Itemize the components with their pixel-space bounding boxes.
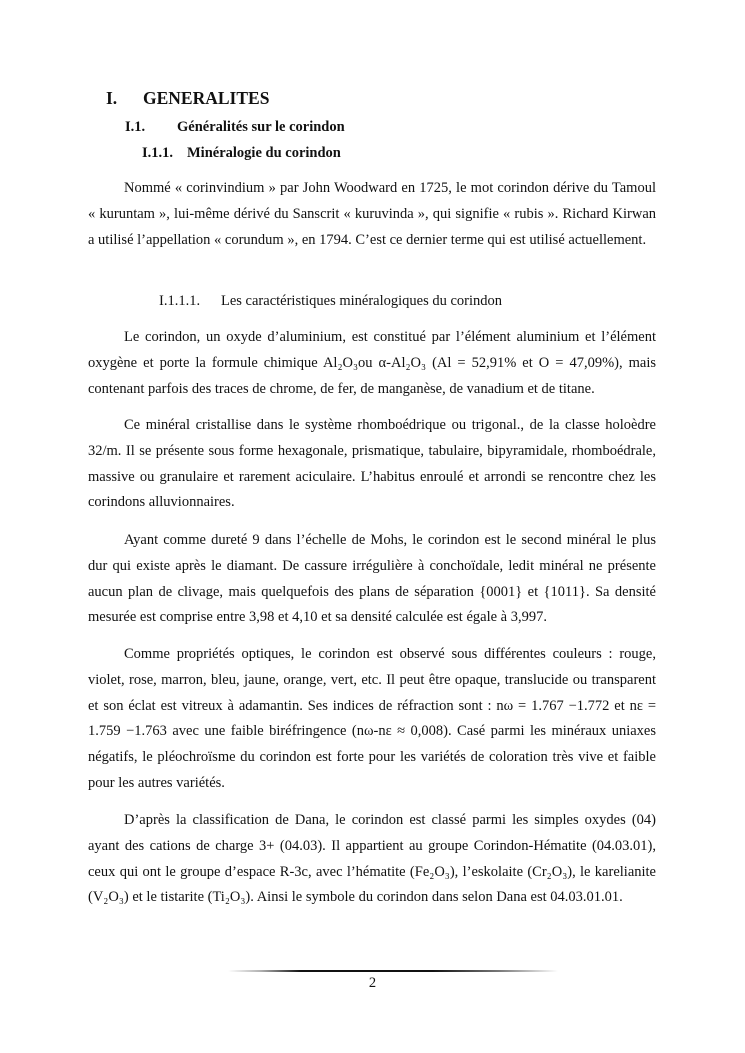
footer-rule — [228, 970, 558, 972]
paragraph-crystallography: Ce minéral cristallise dans le système rhomboédrique ou trigonal., de la classe holoèdre 32/m. Il se présente sous forme hexagonale, prismatique, tabulaire, bipyramidale, rhomboédrale, massive ou granulaire et rarement aciculaire. L’habitus enroulé et arrondi se rencontre chez les corindons alluvionnaires. — [88, 417, 656, 511]
paragraph-composition: Le corindon, un oxyde d’aluminium, est constitué par l’élément aluminium et l’élément oxygène et porte la formule chimique Al₂O₃ou α-Al₂O₃ (Al = 52,91% et O = 47,09%), mais contenant parfois des traces de chrome, de fer, de manganèse, de vanadium et de titane. — [88, 329, 656, 397]
heading-level-1 — [106, 88, 269, 109]
heading-4-title: Les caractéristiques minéralogiques du corindon — [221, 293, 503, 309]
heading-3-number: I.1.1. — [142, 145, 174, 161]
page-number: 2 — [368, 975, 377, 991]
heading-level-2 — [125, 119, 345, 136]
heading-3-title: Minéralogie du corindon — [187, 145, 341, 161]
paragraph-dana-classification: D’après la classification de Dana, le corindon est classé parmi les simples oxydes (04) ayant des cations de charge 3+ (04.03). Il appartient au groupe Corindon-Hématite (04.03.01), ceux qui ont le groupe d’espace R-3c, avec l’hématite (Fe₂O₃), l’eskolaite (Cr₂O₃), le karelianite (V₂O₃) et le tistarite (Ti₂O₃). Ainsi le symbole du corindon dans selon Dana est 04.03.01.01. — [88, 812, 656, 906]
paragraph-etymology: Nommé « corinvindium » par John Woodward en 1725, le mot corindon dérive du Tamoul « kuruntam », lui-même dérivé du Sanscrit « kuruvinda », qui signifie « rubis ». Richard Kirwan a utilisé l’appellation « corundum », en 1794. C’est ce dernier terme qui est utilisé actuellement. — [88, 180, 656, 248]
heading-2-number: I.1. — [125, 119, 146, 135]
heading-2-title: Généralités sur le corindon — [177, 119, 345, 135]
heading-1-number: I. — [106, 88, 118, 108]
heading-level-4 — [159, 293, 502, 310]
heading-4-number: I.1.1.1. — [159, 293, 201, 309]
heading-level-3 — [142, 145, 341, 162]
paragraph-hardness: Ayant comme dureté 9 dans l’échelle de Mohs, le corindon est le second minéral le plus dur qui existe après le diamant. De cassure irrégulière à conchoïdale, ledit minéral ne présente aucun plan de clivage, mais quelquefois des plans de séparation {0001} et {1011}. Sa densité mesurée est comprise entre 3,98 et 4,10 et sa densité calculée est égale à 3,997. — [88, 532, 656, 626]
heading-1-title: GENERALITES — [143, 88, 270, 108]
paragraph-optical-properties: Comme propriétés optiques, le corindon est observé sous différentes couleurs : rouge, violet, rose, marron, bleu, jaune, orange, vert, etc. Il peut être opaque, translucide ou transparent et son éclat est vitreux à adamantin. Ses indices de réfraction sont : nω = 1.767 −1.772 et nε = 1.759 −1.763 avec une faible biréfringence (nω-nε ≈ 0,008). Casé parmi les minéraux uniaxes négatifs, le pléochroïsme du corindon est forte pour les variétés de coloration très vive et faible pour les autres variétés. — [88, 646, 656, 791]
